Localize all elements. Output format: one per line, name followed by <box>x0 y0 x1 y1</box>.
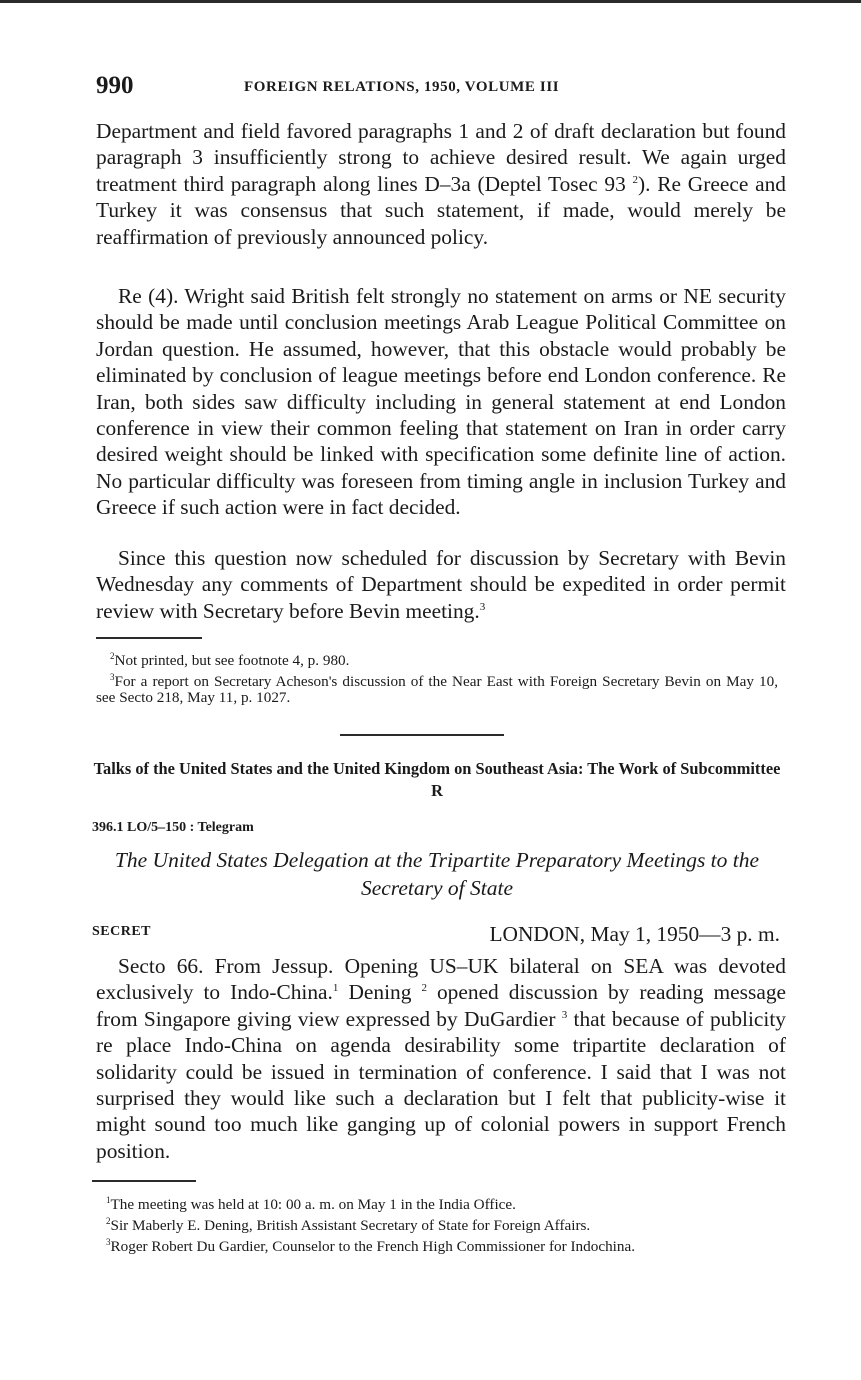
page-header <box>96 72 786 102</box>
footnote-number: 2 <box>106 1216 111 1227</box>
paragraph-bevin-meeting <box>96 545 786 624</box>
running-head: FOREIGN RELATIONS, 1950, VOLUME III <box>244 79 560 95</box>
page-number: 990 <box>96 72 134 99</box>
footnote-ref: 2 <box>421 982 427 995</box>
document-title: The United States Delegation at the Tripartite Preparatory Meetings to the Secretary of State <box>114 848 760 900</box>
file-reference: 396.1 LO/5–150 : Telegram <box>92 820 254 835</box>
paragraph-text: Secto 66. From Jessup. Opening US–UK bilateral on SEA was devoted exclusively to Indo-China. <box>96 954 786 1005</box>
footnote-rule <box>92 1180 196 1182</box>
dateline: LONDON, May 1, 1950—3 p. m. <box>489 922 780 946</box>
footnote-ref: 1 <box>332 982 339 995</box>
paragraph-text: Department and field favored paragraphs 1 and 2 of draft declaration but found paragraph 3 insufficiently strong to achieve desired result. We again urged treatment third paragraph along lines D–3a (Deptel Tosec 93 <box>96 119 786 196</box>
footnote-text: Not printed, but see footnote 4, p. 980. <box>114 652 350 670</box>
footnote-ref: 3 <box>479 600 486 613</box>
telegram-body <box>96 953 786 1164</box>
footnote-text: Sir Maberly E. Dening, British Assistant Secretary of State for Foreign Affairs. <box>110 1217 591 1235</box>
footnote <box>92 1234 778 1255</box>
footnote-number: 2 <box>110 651 115 661</box>
footnote <box>96 648 778 669</box>
footnote <box>96 669 778 706</box>
classification-label: SECRET <box>92 924 152 939</box>
footnote-rule <box>96 637 202 639</box>
paragraph-text: Since this question now scheduled for discussion by Secretary with Bevin Wednesday any comments of Department should be expedited in order permit review with Secretary before Bevin meeting. <box>96 546 786 623</box>
footnote-text: The meeting was held at 10: 00 a. m. on May 1 in the India Office. <box>110 1196 516 1214</box>
footnote <box>92 1213 778 1234</box>
top-border-rule <box>0 0 861 3</box>
footnote-ref: 2 <box>632 173 639 186</box>
footnote-ref: 3 <box>561 1008 568 1021</box>
footnote-number: 3 <box>110 672 115 683</box>
footnotes-bottom <box>92 1192 778 1255</box>
paragraph-text: that because of publicity re place Indo-China on agenda desirability some tripartite declaration of solidarity could be issued in termination of conference. I said that I was not surprised they would like such a declaration but I felt that publicity-wise it might sound too much like ganging up of colonial powers in support French position. <box>96 1006 786 1163</box>
section-divider <box>340 734 504 736</box>
footnotes-top <box>96 648 778 706</box>
footnote <box>92 1192 778 1213</box>
section-title: Talks of the United States and the United Kingdom on Southeast Asia: The Work of Subcommittee R <box>93 759 781 800</box>
paragraph-re-four: Re (4). Wright said British felt strongly no statement on arms or NE security should be made until conclusion meetings Arab League Political Committee on Jordan question. He assumed, however, that this obstacle would probably be eliminated by conclusion of league meetings before end London conference. Re Iran, both sides saw difficulty including in general statement at end London conference in view their common feeling that statement on Iran in order carry desired weight should be linked with specification some definite line of action. No particular difficulty was foreseen from timing angle in inclusion Turkey and Greece if such action were in fact decided. <box>96 284 786 520</box>
footnote-number: 1 <box>106 1195 111 1205</box>
paragraph-draft-declaration <box>96 118 786 250</box>
footnote-text: For a report on Secretary Acheson's discussion of the Near East with Foreign Secretary Bevin on May 10, see Secto 218, May 11, p. 1027. <box>96 673 778 707</box>
paragraph-text: ). Re Greece and Turkey it was consensus that such statement, if made, would merely be reaffirmation of previously announced policy. <box>96 171 786 249</box>
paragraph-text: Dening <box>338 980 422 1005</box>
footnote-text: Roger Robert Du Gardier, Counselor to the French High Commissioner for Indochina. <box>110 1238 636 1256</box>
paragraph-text: opened discussion by reading message from Singapore giving view expressed by DuGardier <box>96 980 787 1031</box>
footnote-number: 3 <box>106 1237 111 1248</box>
